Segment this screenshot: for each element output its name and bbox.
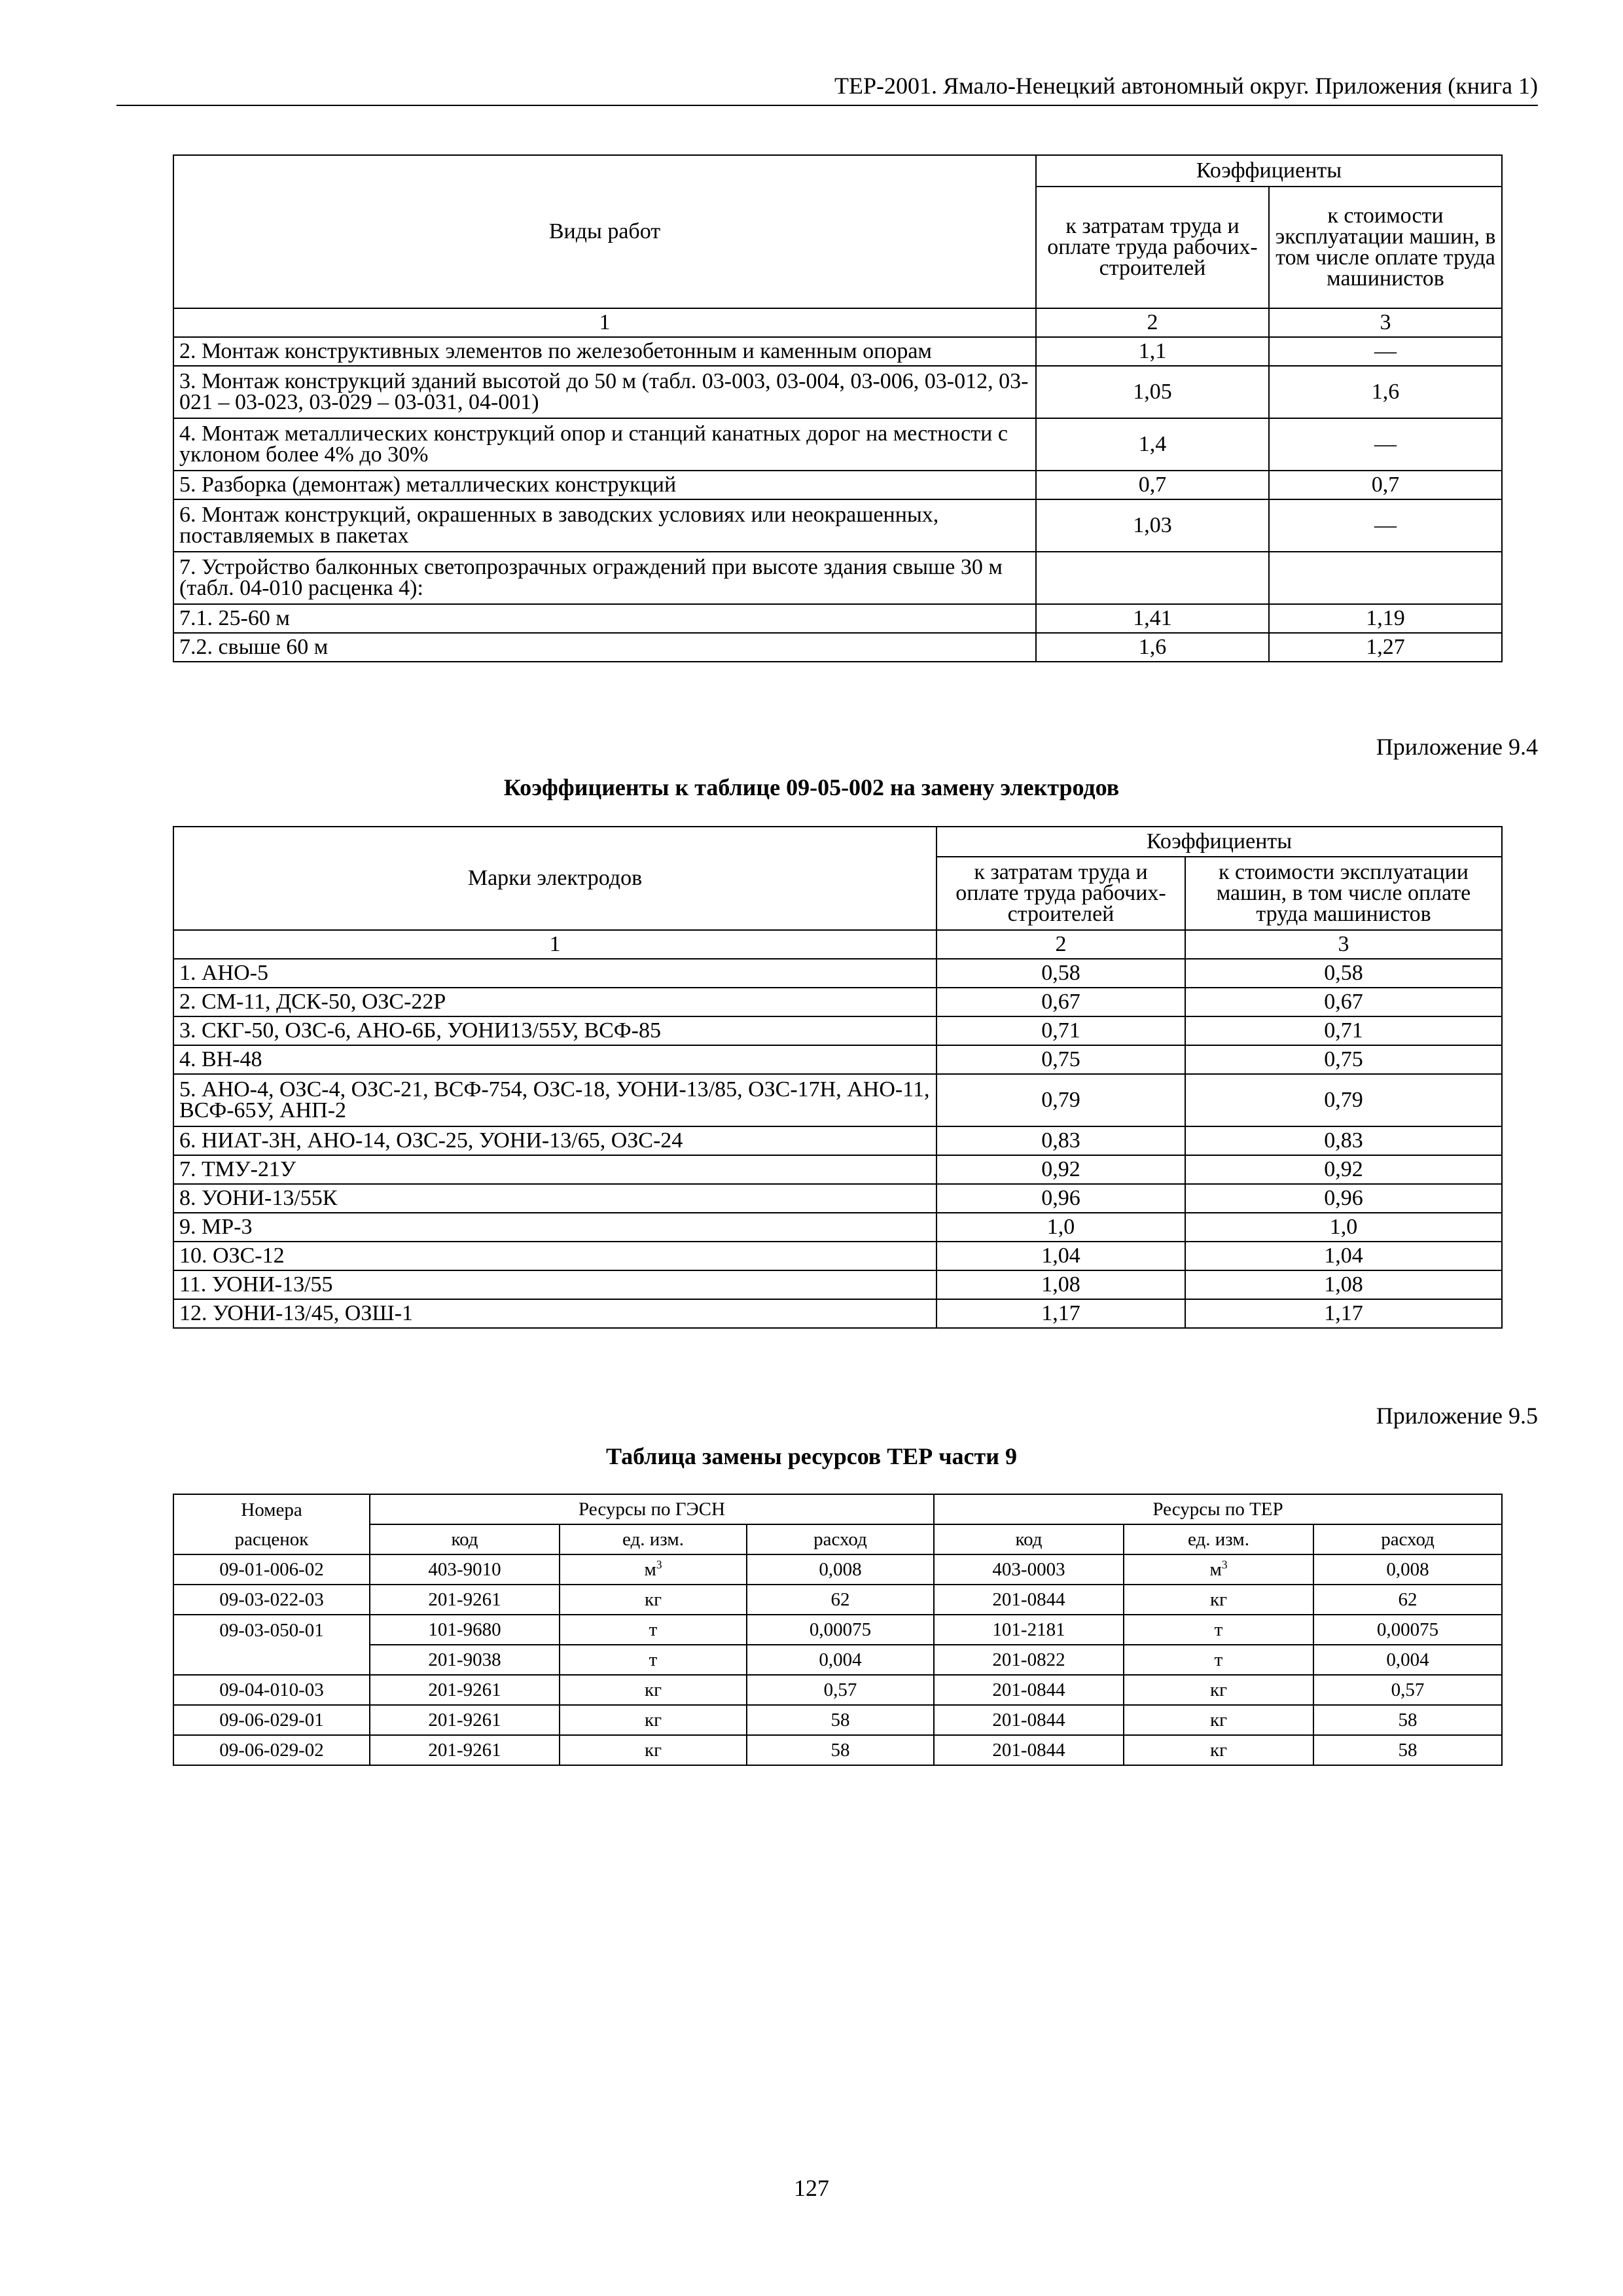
- gesn-consumption-cell: 0,00075: [747, 1615, 934, 1645]
- ter-unit-cell: кг: [1124, 1705, 1313, 1735]
- labor-coef-cell: [1036, 552, 1269, 604]
- gesn-consumption-cell: 0,004: [747, 1645, 934, 1675]
- table-row: [173, 1735, 1502, 1765]
- col-header-rate-numbers: Номера: [173, 1494, 370, 1524]
- gesn-unit-cell: кг: [560, 1735, 747, 1765]
- table-row: [173, 1045, 1502, 1074]
- gesn-unit-cell: т: [560, 1615, 747, 1645]
- resource-replacement-table: [173, 1494, 1503, 1766]
- labor-coef-cell: 1,03: [1036, 499, 1269, 552]
- gesn-unit-cell: $м^3$: [560, 1554, 747, 1585]
- labor-coef-cell: 0,96: [936, 1184, 1185, 1213]
- table-row: [173, 1675, 1502, 1705]
- table-row: [173, 1645, 1502, 1675]
- labor-coef-cell: 1,05: [1036, 366, 1269, 418]
- gesn-code-cell: 201-9261: [370, 1735, 560, 1765]
- table-row: [173, 1126, 1502, 1155]
- electrode-brand-cell: 12. УОНИ-13/45, ОЗШ-1: [173, 1299, 936, 1328]
- header-rule: [116, 105, 1538, 106]
- work-type-cell: 2. Монтаж конструктивных элементов по железобетонным и каменным опорам: [173, 337, 1036, 366]
- machine-coef-cell: —: [1269, 499, 1502, 552]
- table-row: [173, 337, 1502, 366]
- gesn-consumption-cell: 0,57: [747, 1675, 934, 1705]
- work-type-cell: 7.2. свыше 60 м: [173, 633, 1036, 662]
- gesn-code-cell: 101-9680: [370, 1615, 560, 1645]
- table-row: [173, 471, 1502, 499]
- col-number: 3: [1269, 308, 1502, 337]
- gesn-consumption-cell: 0,008: [747, 1554, 934, 1585]
- machine-coef-cell: 0,67: [1185, 988, 1502, 1016]
- col-header-coefficients: Коэффициенты: [1036, 155, 1502, 187]
- gesn-code-cell: 201-9261: [370, 1705, 560, 1735]
- gesn-consumption-cell: 58: [747, 1735, 934, 1765]
- gesn-code-cell: 403-9010: [370, 1554, 560, 1585]
- machine-coef-cell: 1,6: [1269, 366, 1502, 418]
- ter-unit-cell: $м^3$: [1124, 1554, 1313, 1585]
- col-header-labor: к затратам труда и оплате труда рабочих-строителей: [936, 857, 1185, 930]
- rate-number-cell: 09-06-029-01: [173, 1705, 370, 1735]
- ter-consumption-cell: 62: [1313, 1585, 1502, 1615]
- ter-unit-cell: т: [1124, 1615, 1313, 1645]
- rate-number-cell: 09-06-029-02: [173, 1735, 370, 1765]
- ter-consumption-cell: 0,008: [1313, 1554, 1502, 1585]
- ter-consumption-cell: 0,00075: [1313, 1615, 1502, 1645]
- table-row: [173, 1270, 1502, 1299]
- table-row: [173, 1554, 1502, 1585]
- labor-coef-cell: 0,67: [936, 988, 1185, 1016]
- machine-coef-cell: 0,83: [1185, 1126, 1502, 1155]
- table-row: [173, 1155, 1502, 1184]
- machine-coef-cell: 0,92: [1185, 1155, 1502, 1184]
- table-row: [173, 499, 1502, 552]
- ter-unit-cell: кг: [1124, 1585, 1313, 1615]
- machine-coef-cell: 1,0: [1185, 1213, 1502, 1242]
- work-type-cell: 5. Разборка (демонтаж) металлических конструкций: [173, 471, 1036, 499]
- labor-coef-cell: 1,08: [936, 1270, 1185, 1299]
- ter-unit-cell: т: [1124, 1645, 1313, 1675]
- rate-number-cell: 09-04-010-03: [173, 1675, 370, 1705]
- col-header-rate-numbers-2: расценок: [173, 1524, 370, 1554]
- machine-coef-cell: 1,19: [1269, 604, 1502, 633]
- electrodes-coefficients-table: [173, 826, 1503, 1329]
- labor-coef-cell: 0,79: [936, 1074, 1185, 1126]
- table-row: [173, 988, 1502, 1016]
- table-row: [173, 366, 1502, 418]
- electrode-brand-cell: 1. АНО-5: [173, 959, 936, 988]
- table-row: [173, 1585, 1502, 1615]
- labor-coef-cell: 1,1: [1036, 337, 1269, 366]
- table-row: [173, 1074, 1502, 1126]
- col-header-labor: к затратам труда и оплате труда рабочих-строителей: [1036, 187, 1269, 308]
- table-row: [173, 633, 1502, 662]
- annex-label: Приложение 9.5: [1376, 1403, 1538, 1429]
- table-title: Коэффициенты к таблице 09-05-002 на замену электродов: [503, 774, 1120, 800]
- col-header-ter-consumption: расход: [1313, 1524, 1502, 1554]
- gesn-unit-cell: кг: [560, 1705, 747, 1735]
- col-header-gesn-unit: ед. изм.: [560, 1524, 747, 1554]
- labor-coef-cell: 1,6: [1036, 633, 1269, 662]
- table-title: Таблица замены ресурсов ТЕР части 9: [606, 1443, 1017, 1469]
- ter-consumption-cell: 0,57: [1313, 1675, 1502, 1705]
- table-row: [173, 1615, 1502, 1645]
- col-header-coefficients: Коэффициенты: [936, 827, 1502, 857]
- ter-code-cell: 101-2181: [934, 1615, 1124, 1645]
- work-type-cell: 6. Монтаж конструкций, окрашенных в заводских условиях или неокрашенных, поставляемых в пакетах: [173, 499, 1036, 552]
- machine-coef-cell: 0,7: [1269, 471, 1502, 499]
- rate-number-cell: 09-01-006-02: [173, 1554, 370, 1585]
- gesn-consumption-cell: 62: [747, 1585, 934, 1615]
- labor-coef-cell: 1,4: [1036, 418, 1269, 471]
- machine-coef-cell: —: [1269, 337, 1502, 366]
- ter-consumption-cell: 58: [1313, 1705, 1502, 1735]
- labor-coef-cell: 1,0: [936, 1213, 1185, 1242]
- table-row: [173, 959, 1502, 988]
- electrode-brand-cell: 9. МР-3: [173, 1213, 936, 1242]
- electrode-brand-cell: 4. ВН-48: [173, 1045, 936, 1074]
- labor-coef-cell: 1,04: [936, 1242, 1185, 1270]
- labor-coef-cell: 0,7: [1036, 471, 1269, 499]
- col-header-ter: Ресурсы по ТЕР: [934, 1494, 1502, 1524]
- ter-code-cell: 201-0844: [934, 1585, 1124, 1615]
- machine-coef-cell: 1,17: [1185, 1299, 1502, 1328]
- table-row: [173, 604, 1502, 633]
- electrode-brand-cell: 11. УОНИ-13/55: [173, 1270, 936, 1299]
- electrode-brand-cell: 5. АНО-4, ОЗС-4, ОЗС-21, ВСФ-754, ОЗС-18, УОНИ-13/85, ОЗС-17Н, АНО-11, ВСФ-65У, АНП-2: [173, 1074, 936, 1126]
- machine-coef-cell: 0,96: [1185, 1184, 1502, 1213]
- labor-coef-cell: 0,92: [936, 1155, 1185, 1184]
- labor-coef-cell: 1,17: [936, 1299, 1185, 1328]
- col-header-ter-code: код: [934, 1524, 1124, 1554]
- col-header-gesn-consumption: расход: [747, 1524, 934, 1554]
- electrode-brand-cell: 3. СКГ-50, ОЗС-6, АНО-6Б, УОНИ13/55У, ВСФ-85: [173, 1016, 936, 1045]
- table-row: [173, 418, 1502, 471]
- machine-coef-cell: —: [1269, 418, 1502, 471]
- ter-consumption-cell: 0,004: [1313, 1645, 1502, 1675]
- col-header-machines: к стоимости эксплуатации машин, в том числе оплате труда машинистов: [1269, 187, 1502, 308]
- gesn-code-cell: 201-9038: [370, 1645, 560, 1675]
- labor-coef-cell: 0,83: [936, 1126, 1185, 1155]
- running-header: ТЕР-2001. Ямало-Ненецкий автономный округ. Приложения (книга 1): [834, 73, 1538, 99]
- table-row: [173, 1016, 1502, 1045]
- gesn-unit-cell: т: [560, 1645, 747, 1675]
- col-header-brands: Марки электродов: [173, 827, 936, 930]
- electrode-brand-cell: 8. УОНИ-13/55К: [173, 1184, 936, 1213]
- electrode-brand-cell: 6. НИАТ-3Н, АНО-14, ОЗС-25, УОНИ-13/65, ОЗС-24: [173, 1126, 936, 1155]
- rate-number-cell: 09-03-050-01: [173, 1615, 370, 1645]
- gesn-consumption-cell: 58: [747, 1705, 934, 1735]
- works-coefficients-table: [173, 154, 1503, 662]
- col-number: 1: [173, 930, 936, 959]
- machine-coef-cell: 1,04: [1185, 1242, 1502, 1270]
- col-number: 1: [173, 308, 1036, 337]
- work-type-cell: 7. Устройство балконных светопрозрачных ограждений при высоте здания свыше 30 м (табл. 04-010 расценка 4):: [173, 552, 1036, 604]
- machine-coef-cell: 0,58: [1185, 959, 1502, 988]
- col-number: 2: [1036, 308, 1269, 337]
- col-header-works: Виды работ: [173, 155, 1036, 308]
- gesn-code-cell: 201-9261: [370, 1585, 560, 1615]
- labor-coef-cell: 0,75: [936, 1045, 1185, 1074]
- labor-coef-cell: 1,41: [1036, 604, 1269, 633]
- table-row: [173, 1705, 1502, 1735]
- gesn-unit-cell: кг: [560, 1675, 747, 1705]
- ter-code-cell: 201-0844: [934, 1735, 1124, 1765]
- machine-coef-cell: 0,75: [1185, 1045, 1502, 1074]
- work-type-cell: 4. Монтаж металлических конструкций опор и станций канатных дорог на местности с уклоном более 4% до 30%: [173, 418, 1036, 471]
- col-header-ter-unit: ед. изм.: [1124, 1524, 1313, 1554]
- gesn-code-cell: 201-9261: [370, 1675, 560, 1705]
- ter-code-cell: 201-0844: [934, 1675, 1124, 1705]
- machine-coef-cell: 1,27: [1269, 633, 1502, 662]
- table-row: [173, 1242, 1502, 1270]
- machine-coef-cell: 0,79: [1185, 1074, 1502, 1126]
- col-number: 3: [1185, 930, 1502, 959]
- ter-code-cell: 403-0003: [934, 1554, 1124, 1585]
- col-header-machines: к стоимости эксплуатации машин, в том числе оплате труда машинистов: [1185, 857, 1502, 930]
- rate-number-cell: [173, 1645, 370, 1675]
- labor-coef-cell: 0,71: [936, 1016, 1185, 1045]
- electrode-brand-cell: 2. СМ-11, ДСК-50, ОЗС-22Р: [173, 988, 936, 1016]
- table-row: [173, 552, 1502, 604]
- table-row: [173, 1213, 1502, 1242]
- ter-code-cell: 201-0822: [934, 1645, 1124, 1675]
- work-type-cell: 7.1. 25-60 м: [173, 604, 1036, 633]
- ter-unit-cell: кг: [1124, 1735, 1313, 1765]
- gesn-unit-cell: кг: [560, 1585, 747, 1615]
- machine-coef-cell: 1,08: [1185, 1270, 1502, 1299]
- col-header-gesn-code: код: [370, 1524, 560, 1554]
- rate-number-cell: 09-03-022-03: [173, 1585, 370, 1615]
- electrode-brand-cell: 10. ОЗС-12: [173, 1242, 936, 1270]
- labor-coef-cell: 0,58: [936, 959, 1185, 988]
- table-row: [173, 1299, 1502, 1328]
- ter-code-cell: 201-0844: [934, 1705, 1124, 1735]
- ter-consumption-cell: 58: [1313, 1735, 1502, 1765]
- col-number: 2: [936, 930, 1185, 959]
- machine-coef-cell: 0,71: [1185, 1016, 1502, 1045]
- annex-label: Приложение 9.4: [1376, 734, 1538, 760]
- machine-coef-cell: [1269, 552, 1502, 604]
- ter-unit-cell: кг: [1124, 1675, 1313, 1705]
- page-number: 127: [794, 2175, 829, 2201]
- work-type-cell: 3. Монтаж конструкций зданий высотой до 50 м (табл. 03-003, 03-004, 03-006, 03-012, 03-021 – 03-023, 03-029 – 03-031, 04-001): [173, 366, 1036, 418]
- electrode-brand-cell: 7. ТМУ-21У: [173, 1155, 936, 1184]
- col-header-gesn: Ресурсы по ГЭСН: [370, 1494, 934, 1524]
- table-row: [173, 1184, 1502, 1213]
